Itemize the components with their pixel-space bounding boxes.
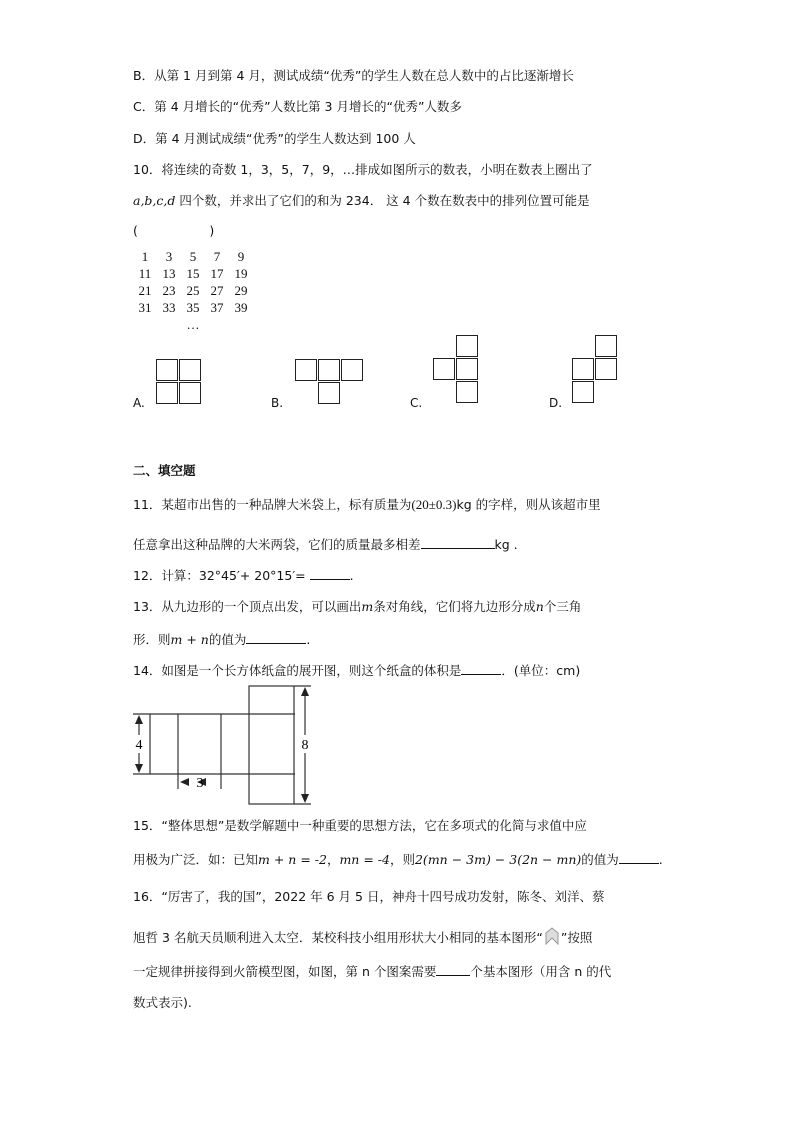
table-cell: 9 <box>237 249 245 264</box>
table-cell: 5 <box>189 249 197 264</box>
q13-text: 13．从九边形的一个顶点出发，可以画出 <box>133 599 362 614</box>
q15-text3: 的值为 <box>581 852 619 867</box>
table-cell: 19 <box>234 266 248 281</box>
table-cell: 11 <box>138 266 152 281</box>
table-cell: 35 <box>186 300 200 315</box>
table-cell: 25 <box>186 283 200 298</box>
q13-mn: m + n <box>170 632 209 647</box>
q11-expr: (20±0.3) <box>411 497 457 512</box>
q15-end: . <box>658 852 663 867</box>
q9-option-c: C．第 4 月增长的“优秀”人数比第 3 月增长的“优秀”人数多 <box>133 99 462 114</box>
q15-answer-blank[interactable] <box>619 851 659 864</box>
q16-text2: ”按照 <box>560 930 593 945</box>
q11-answer-blank[interactable] <box>421 536 495 549</box>
width-label: 3 <box>196 776 204 791</box>
q11-line1 <box>133 497 601 513</box>
q14-text: 14．如图是一个长方体纸盒的展开图，则这个纸盒的体积是 <box>133 663 462 678</box>
q15-line1: 15．“整体思想”是数学解题中一种重要的思想方法，它在多项式的化简与求值中应 <box>133 818 587 833</box>
q11-text2: kg 的字样，则从该超市里 <box>456 497 601 512</box>
option-c-label: C. <box>410 396 423 410</box>
table-cell: 31 <box>138 300 152 315</box>
q16-line1: 16．“厉害了，我的国”，2022 年 6 月 5 日，神舟十四号成功发射，陈冬、刘洋、蔡 <box>133 889 605 904</box>
q12-text: 12．计算：32°45′+ 20°15′= <box>133 568 310 583</box>
option-d-label: D. <box>549 396 563 410</box>
table-cell: 23 <box>162 283 176 298</box>
q13-line1 <box>133 599 581 615</box>
table-ellipsis: … <box>186 317 200 332</box>
q13-answer-blank[interactable] <box>246 631 306 644</box>
q15-line2 <box>133 851 663 868</box>
table-cell: 3 <box>165 249 173 264</box>
table-cell: 7 <box>213 249 221 264</box>
q10-line1: 10．将连续的奇数 1，3，5，7，9，…排成如图所示的数表，小明在数表上圈出了 <box>133 162 593 177</box>
table-cell: 29 <box>234 283 248 298</box>
option-a-label: A. <box>133 396 145 410</box>
table-cell: 27 <box>210 283 224 298</box>
q16-text3: 一定规律拼接得到火箭模型图，如图，第 n 个图案需要 <box>133 964 437 979</box>
q12 <box>133 567 354 584</box>
table-cell: 13 <box>162 266 176 281</box>
q9-option-d: D．第 4 月测试成绩“优秀”的学生人数达到 100 人 <box>133 131 416 146</box>
q14 <box>133 662 580 679</box>
q11-unit: kg . <box>494 537 518 552</box>
height-label: 4 <box>135 738 143 753</box>
q10-line2-text: 四个数，并求出了它们的和为 234． 这 4 个数在数表中的排列位置可能是 <box>175 193 590 208</box>
q10-answer-paren: ( ) <box>133 223 215 238</box>
table-cell: 15 <box>186 266 200 281</box>
q13-text3: 个三角 <box>543 599 582 614</box>
section-title: 二、填空题 <box>133 463 196 478</box>
q12-answer-blank[interactable] <box>310 567 350 580</box>
q11-text: 11．某超市出售的一种品牌大米袋上，标有质量为 <box>133 497 412 512</box>
q13-end: . <box>306 632 311 647</box>
table-cell: 39 <box>234 300 248 315</box>
table-cell: 21 <box>138 283 152 298</box>
q15-text: 用极为广泛．如：已知 <box>133 852 259 867</box>
table-cell: 33 <box>162 300 176 315</box>
q15-cond1: m + n = -2 <box>258 852 327 867</box>
q16-line3 <box>133 963 611 980</box>
q14-end: ．(单位：cm) <box>501 663 581 678</box>
q16-line2 <box>133 927 592 946</box>
q13-line2 <box>133 631 310 648</box>
table-cell: 17 <box>210 266 224 281</box>
rocket-piece-icon <box>543 927 561 945</box>
length-label: 8 <box>301 738 309 753</box>
q11-line2 <box>133 536 518 553</box>
q13-m: m <box>361 599 374 614</box>
q10-vars: a,b,c,d <box>133 193 176 208</box>
q13-text4: 形．则 <box>133 632 171 647</box>
q15-cond2: mn = -4 <box>339 852 390 867</box>
option-b-label: B. <box>271 396 284 410</box>
q14-answer-blank[interactable] <box>461 662 501 675</box>
odd-number-table <box>133 248 253 333</box>
q15-text2: ，则 <box>389 852 415 867</box>
q10-line2 <box>133 193 590 209</box>
q16-answer-blank[interactable] <box>436 963 470 976</box>
q11-text3: 任意拿出这种品牌的大米两袋，它们的质量最多相差 <box>133 537 421 552</box>
q16-text4: 个基本图形（用含 n 的代 <box>470 964 612 979</box>
q15-sep: ， <box>326 852 340 867</box>
box-net-diagram <box>125 680 325 810</box>
q13-text5: 的值为 <box>208 632 247 647</box>
q13-n: n <box>535 599 544 614</box>
q12-end: . <box>349 568 354 583</box>
q16-line4: 数式表示). <box>133 995 192 1010</box>
table-cell: 1 <box>141 249 149 264</box>
q15-expr: 2(mn − 3m) − 3(2n − mn) <box>414 852 582 867</box>
q13-text2: 条对角线，它们将九边形分成 <box>373 599 536 614</box>
q9-option-b: B．从第 1 月到第 4 月，测试成绩“优秀”的学生人数在总人数中的占比逐渐增长 <box>133 68 574 83</box>
q16-text: 旭哲 3 名航天员顺利进入太空．某校科技小组用形状大小相同的基本图形“ <box>133 930 543 945</box>
table-cell: 37 <box>210 300 224 315</box>
